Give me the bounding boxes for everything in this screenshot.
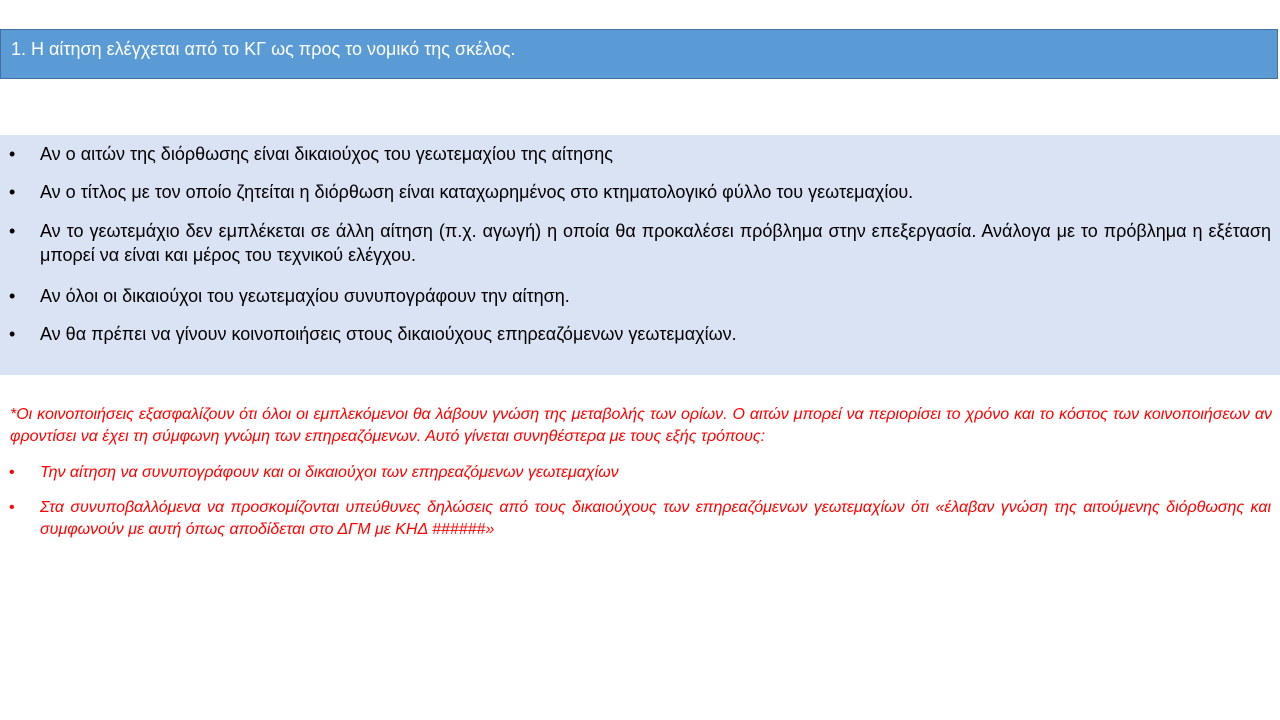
notes-intro: *Οι κοινοποιήσεις εξασφαλίζουν ότι όλοι οι εμπλεκόμενοι θα λάβουν γνώση της μεταβολής των ορίων. Ο αιτών μπορεί να περιορίσει το χρόνο και το κόστος των κοινοποιήσεων αν φροντίσει να έχει τη σύμφωνη γνώμη των επηρεαζόμενων. Αυτό γίνεται συνηθέστερα με τους εξής τρόπους: (10, 406, 1272, 445)
slide-title: 1. Η αίτηση ελέγχεται από το ΚΓ ως προς το νομικό της σκέλος. (11, 39, 516, 59)
bullet-marker: • (9, 144, 16, 164)
slide-header-bar (0, 29, 1278, 79)
bullet-marker: • (9, 499, 15, 516)
criteria-item-text: Αν θα πρέπει να γίνουν κοινοποιήσεις στους δικαιούχους επηρεαζόμενων γεωτεμαχίων. (40, 324, 737, 344)
bullet-marker: • (9, 286, 16, 306)
bullet-marker: • (9, 324, 16, 344)
criteria-item-text: Αν όλοι οι δικαιούχοι του γεωτεμαχίου συνυπογράφουν την αίτηση. (40, 286, 570, 306)
bullet-marker: • (9, 221, 16, 241)
note-item-text: Στα συνυποβαλλόμενα να προσκομίζονται υπεύθυνες δηλώσεις από τους δικαιούχους των επηρεαζόμενων γεωτεμαχίων ότι «έλαβαν γνώση της αιτούμενης διόρθωσης και συμφωνούν με αυτή όπως αποδίδεται στο ΔΓΜ με ΚΗΔ ######» (40, 499, 1271, 538)
bullet-marker: • (9, 464, 15, 481)
criteria-item-text: Αν το γεωτεμάχιο δεν εμπλέκεται σε άλλη αίτηση (π.χ. αγωγή) η οποία θα προκαλέσει πρόβλημα στην επεξεργασία. Ανάλογα με το πρόβλημα η εξέταση μπορεί να είναι και μέρος του τεχνικού ελέγχου. (40, 221, 1271, 265)
bullet-marker: • (9, 182, 16, 202)
criteria-item-text: Αν ο τίτλος με τον οποίο ζητείται η διόρθωση είναι καταχωρημένος στο κτηματολογικό φύλλο του γεωτεμαχίου. (40, 182, 914, 202)
criteria-panel (0, 135, 1280, 375)
criteria-item-text: Αν ο αιτών της διόρθωσης είναι δικαιούχος του γεωτεμαχίου της αίτησης (40, 144, 613, 164)
note-item-text: Την αίτηση να συνυπογράφουν και οι δικαιούχοι των επηρεαζόμενων γεωτεμαχίων (40, 464, 619, 481)
